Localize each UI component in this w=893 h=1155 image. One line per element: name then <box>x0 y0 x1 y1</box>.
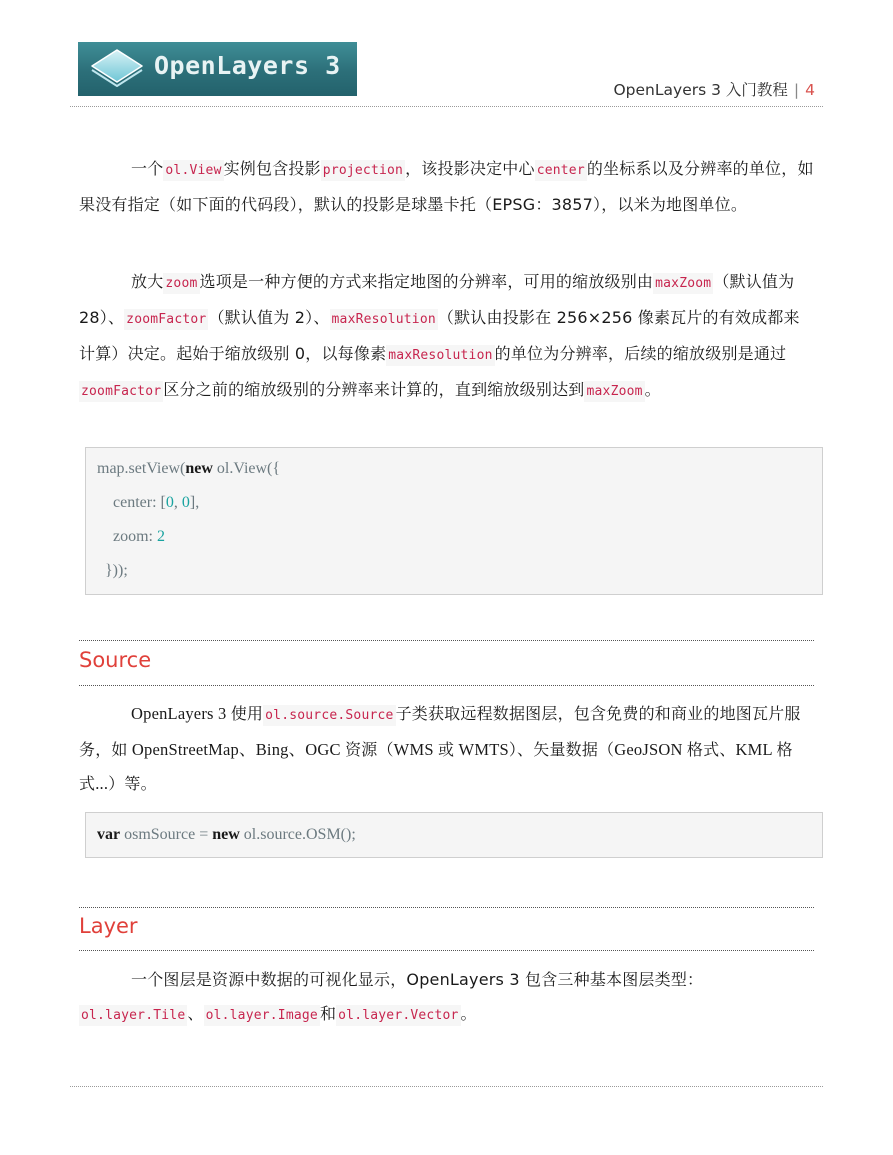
inline-code: maxResolution <box>386 345 494 366</box>
logo-text: OpenLayers 3 <box>154 51 341 80</box>
text: GeoJSON <box>614 740 687 759</box>
text: 。 <box>644 380 661 399</box>
logo-banner <box>78 42 357 96</box>
inline-code: projection <box>321 160 405 181</box>
page-number: 4 <box>805 81 815 99</box>
section-title-layer: Layer <box>79 914 138 938</box>
layer-paragraph <box>79 963 815 1033</box>
text: 格式 <box>79 740 793 793</box>
text: OpenLayers 3 <box>131 704 231 723</box>
text: WMS <box>393 740 439 759</box>
section-title-source: Source <box>79 648 152 672</box>
text: 实例包含投影 <box>223 159 321 178</box>
text: 一个图层是资源中数据的可视化显示，OpenLayers 3 包含三种基本图层类型： <box>131 970 704 989</box>
inline-code: center <box>535 160 587 181</box>
code-line: })); <box>97 562 128 579</box>
section-rule <box>79 907 814 908</box>
text: 子类获取远程数据图层，包含免费的和商业的地图瓦片服务，如 <box>79 704 801 759</box>
inline-code: zoomFactor <box>79 381 163 402</box>
view-paragraph-1 <box>79 152 815 222</box>
header-separator: | <box>793 81 800 99</box>
code-block-view <box>85 447 823 595</box>
code-line: center: [0, 0], <box>97 494 200 511</box>
section-rule <box>79 640 814 641</box>
inline-code: maxResolution <box>330 309 438 330</box>
footer-rule <box>70 1086 823 1087</box>
text: 一个 <box>131 159 164 178</box>
code-line: map.setView(new ol.View({ <box>97 460 281 477</box>
inline-code: ol.layer.Vector <box>336 1005 460 1026</box>
section-rule <box>79 950 814 951</box>
text: WMTS <box>454 740 509 759</box>
text: 、 <box>187 1004 204 1023</box>
code-line: var osmSource = new ol.source.OSM(); <box>97 826 356 843</box>
text: 使用 <box>230 704 264 723</box>
text: OpenStreetMap、Bing、OGC <box>127 740 346 759</box>
inline-code: ol.source.Source <box>263 705 395 726</box>
source-paragraph <box>79 697 815 801</box>
text: 放大 <box>131 272 164 291</box>
text: 格式、 <box>686 740 736 759</box>
view-paragraph-2 <box>79 265 815 409</box>
text: KML <box>735 740 777 759</box>
code-block-source <box>85 812 823 858</box>
inline-code: ol.View <box>163 160 223 181</box>
section-rule <box>79 685 814 686</box>
header-rule <box>70 106 823 107</box>
inline-code: maxZoom <box>584 381 644 402</box>
text: 和 <box>319 1004 337 1023</box>
inline-code: zoom <box>163 273 199 294</box>
inline-code: maxZoom <box>653 273 713 294</box>
text: 的单位为分辨率，后续的缩放级别是通过 <box>494 344 787 363</box>
inline-code: ol.layer.Tile <box>79 1005 187 1026</box>
inline-code: ol.layer.Image <box>204 1005 320 1026</box>
text: 选项是一种方便的方式来指定地图的分辨率，可用的缩放级别由 <box>199 272 654 291</box>
text: 。 <box>460 1004 477 1023</box>
text: ，该投影决定中心 <box>405 159 535 178</box>
text: 的坐标系以及分辨率的单位，如果没有指定（如下面的代码段），默认的投影是球墨卡托（EPSG：3857），以米为地图单位。 <box>79 159 814 214</box>
text: 或 <box>438 740 455 759</box>
doc-title: OpenLayers 3 入门教程 <box>613 81 788 99</box>
code-line: zoom: 2 <box>97 528 165 545</box>
text: （默认值为 28）、 <box>79 272 795 327</box>
text: ... <box>95 774 109 793</box>
text: （默认值为 2）、 <box>208 308 330 327</box>
page-header <box>613 78 815 100</box>
text: 区分之前的缩放级别的分辨率来计算的，直到缩放级别达到 <box>163 380 585 399</box>
text: ）等。 <box>108 774 157 793</box>
text: ）、矢量数据（ <box>508 740 615 759</box>
openlayers-logo-icon <box>88 46 146 92</box>
text: 资源（ <box>345 740 394 759</box>
inline-code: zoomFactor <box>124 309 208 330</box>
text: （默认由投影在 256×256 像素瓦片的有效成都来计算）决定。起始于缩放级别 0，以每像素 <box>79 308 800 363</box>
